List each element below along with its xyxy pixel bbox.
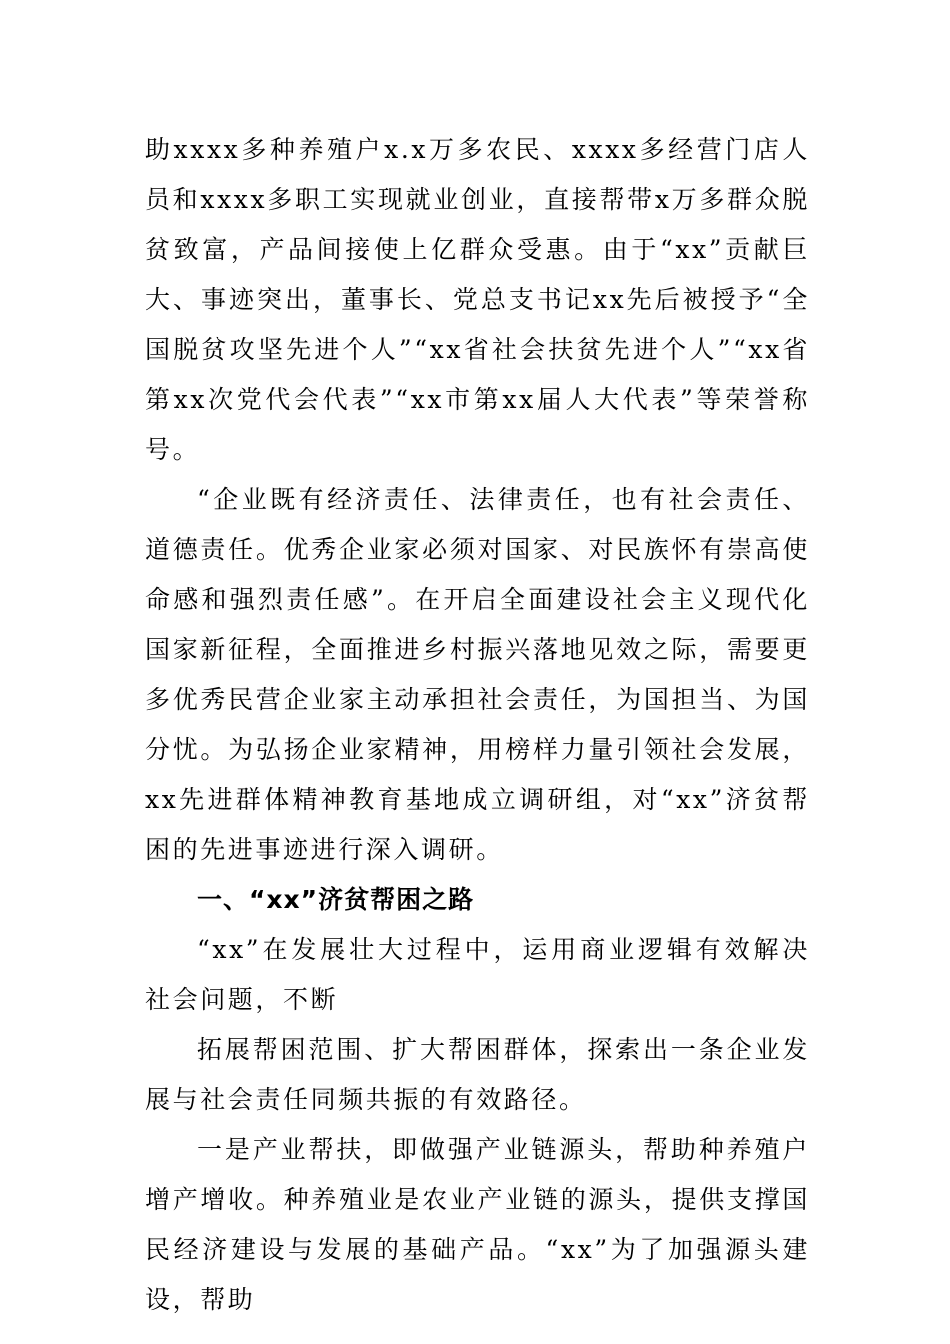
paragraph-continued: 助xxxx多种养殖户x.x万多农民、xxxx多经营门店人员和xxxx多职工实现就业创业，直接帮带x万多群众脱贫致富，产品间接使上亿群众受惠。由于“xx”贡献巨大、事迹突出，董事长、党总支书记xx先后被授予“全国脱贫攻坚先进个人”“xx省社会扶贫先进个人”“xx省第xx次党代会代表”“xx市第xx届人大代表”等荣誉称号。 — [145, 135, 810, 464]
document-body — [145, 125, 810, 1325]
paragraph-industry-support: 一是产业帮扶，即做强产业链源头，帮助种养殖户增产增收。种养殖业是农业产业链的源头，提供支撑国民经济建设与发展的基础产品。“xx”为了加强源头建设，帮助 — [145, 1135, 810, 1314]
paragraph-section-intro-cont: 拓展帮困范围、扩大帮困群体，探索出一条企业发展与社会责任同频共振的有效路径。 — [145, 1035, 810, 1114]
section-heading: 一、“xx”济贫帮困之路 — [197, 885, 475, 914]
paragraph-section-intro: “xx”在发展壮大过程中，运用商业逻辑有效解决社会问题，不断 — [145, 935, 810, 1014]
paragraph-corporate-responsibility: “企业既有经济责任、法律责任，也有社会责任、道德责任。优秀企业家必须对国家、对民族怀有崇高使命感和强烈责任感”。在开启全面建设社会主义现代化国家新征程，全面推进乡村振兴落地见效之际，需要更多优秀民营企业家主动承担社会责任，为国担当、为国分忧。为弘扬企业家精神，用榜样力量引领社会发展，xx先进群体精神教育基地成立调研组，对“xx”济贫帮困的先进事迹进行深入调研。 — [145, 485, 810, 864]
